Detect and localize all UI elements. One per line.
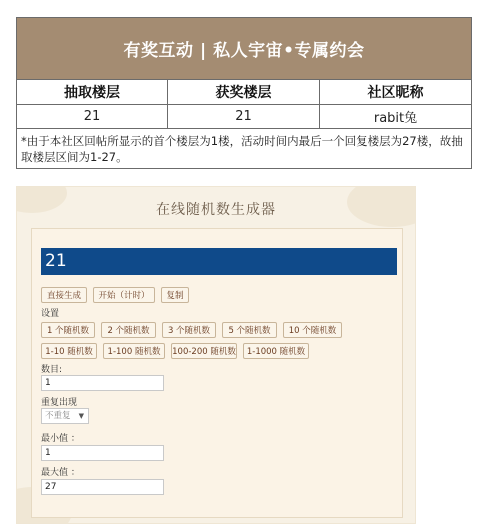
- random-generator-panel: [16, 186, 416, 524]
- range-1-10-button[interactable]: 1-10 随机数: [41, 343, 97, 359]
- copy-button[interactable]: 复制: [161, 287, 189, 303]
- repeat-select-value: 不重复: [45, 411, 71, 421]
- header-draw-floor: 抽取楼层: [17, 80, 168, 104]
- generate-button[interactable]: 直接生成: [41, 287, 87, 303]
- lottery-result-table: [16, 17, 472, 169]
- range-1-100-button[interactable]: 1-100 随机数: [103, 343, 165, 359]
- table-header-row: [17, 80, 471, 105]
- count-input[interactable]: 1: [41, 375, 164, 391]
- header-winning-floor: 获奖楼层: [168, 80, 320, 104]
- count-5-button[interactable]: 5 个随机数: [222, 322, 277, 338]
- table-row: [17, 105, 471, 129]
- settings-label: 设置: [41, 309, 60, 319]
- generator-title: 在线随机数生成器: [156, 202, 276, 218]
- start-timer-button[interactable]: 开始（计时）: [93, 287, 155, 303]
- table-title: 有奖互动 | 私人宇宙•专属约会: [17, 18, 471, 80]
- cell-nickname: rabit兔: [373, 111, 418, 126]
- count-1-button[interactable]: 1 个随机数: [41, 322, 95, 338]
- result-display: 21: [41, 248, 397, 275]
- generator-form: [31, 228, 403, 518]
- repeat-label: 重复出现: [41, 398, 78, 408]
- count-10-button[interactable]: 10 个随机数: [283, 322, 342, 338]
- header-nickname: 社区昵称: [367, 85, 424, 101]
- cell-draw-floor: 21: [17, 105, 168, 128]
- cell-winning-floor: 21: [168, 105, 320, 128]
- range-100-200-button[interactable]: 100-200 随机数: [171, 343, 237, 359]
- count-2-button[interactable]: 2 个随机数: [101, 322, 156, 338]
- range-1-1000-button[interactable]: 1-1000 随机数: [243, 343, 309, 359]
- chevron-down-icon: ▼: [78, 412, 84, 420]
- min-input[interactable]: 1: [41, 445, 164, 461]
- count-label: 数目:: [41, 365, 63, 375]
- count-3-button[interactable]: 3 个随机数: [162, 322, 216, 338]
- table-note: *由于本社区回帖所显示的首个楼层为1楼，活动时间内最后一个回复楼层为27楼，故抽取楼层区间为1-27。: [21, 134, 463, 164]
- max-input[interactable]: 27: [41, 479, 164, 495]
- min-label: 最小值 ：: [41, 434, 80, 444]
- max-label: 最大值 ：: [41, 468, 80, 478]
- repeat-select[interactable]: [41, 408, 89, 424]
